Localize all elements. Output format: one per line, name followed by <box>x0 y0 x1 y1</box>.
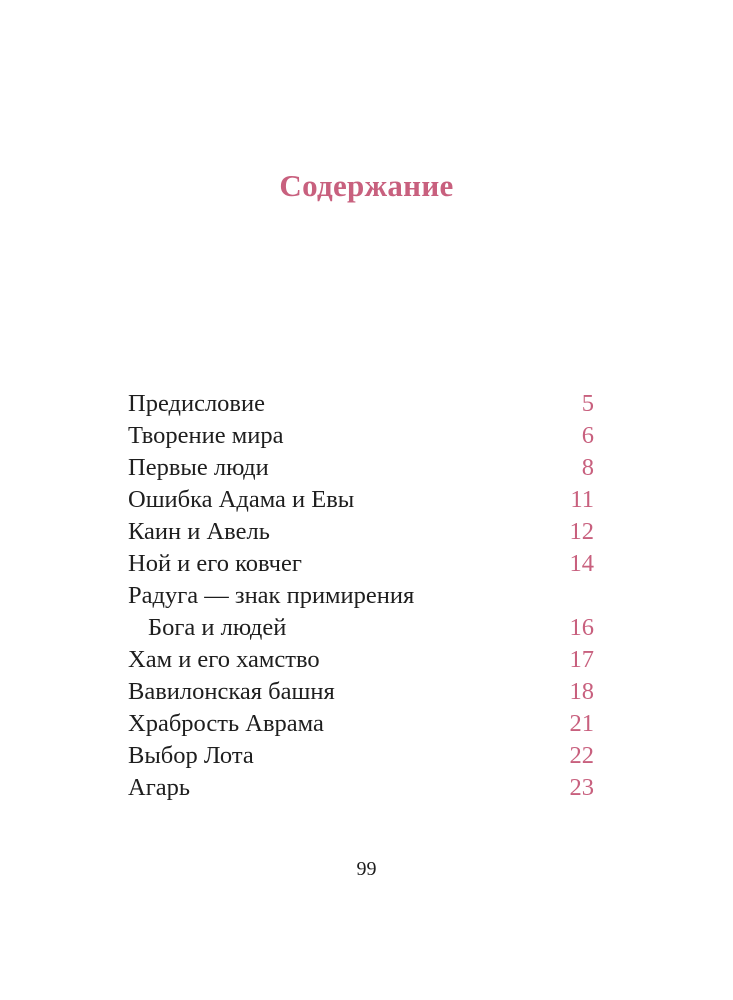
toc-entry-title: Первые люди <box>128 454 269 481</box>
toc-entry-page: 6 <box>581 422 594 449</box>
toc-entry[interactable] <box>128 580 594 612</box>
toc-entry[interactable] <box>128 644 594 676</box>
toc-entry-page: 14 <box>569 550 594 577</box>
toc-entry-page: 12 <box>569 518 594 545</box>
toc-entry-page: 22 <box>569 742 594 769</box>
toc-entry-title: Храбрость Аврама <box>128 710 324 737</box>
page-title: Содержание <box>279 168 454 203</box>
toc-entry-page: 18 <box>569 678 594 705</box>
toc-entry[interactable] <box>128 484 594 516</box>
toc-entry[interactable] <box>128 420 594 452</box>
toc-entry-title: Творение мира <box>128 422 284 449</box>
toc-entry[interactable] <box>128 740 594 772</box>
page-number: 99 <box>356 858 377 880</box>
toc-entry-title: Ошибка Адама и Евы <box>128 486 355 513</box>
toc-entry[interactable] <box>128 388 594 420</box>
toc-entry[interactable] <box>128 708 594 740</box>
toc-entry-title: Агарь <box>128 774 191 801</box>
toc-entry[interactable] <box>128 548 594 580</box>
toc-entry-page: 17 <box>569 646 594 673</box>
toc-entry-page: 16 <box>569 614 594 641</box>
toc-entry-page: 21 <box>569 710 594 737</box>
toc-entry-title: Выбор Лота <box>128 742 254 769</box>
toc-entry-title: Вавилонская башня <box>128 678 335 705</box>
toc-entry-page: 23 <box>569 774 594 801</box>
toc-entry[interactable] <box>128 516 594 548</box>
table-of-contents <box>128 388 594 804</box>
toc-entry-title: Ной и его ковчег <box>128 550 302 577</box>
toc-entry-title: Радуга — знак примирения <box>128 582 415 609</box>
toc-entry-title: Бога и людей <box>148 614 287 641</box>
toc-entry[interactable] <box>128 452 594 484</box>
toc-entry-title: Предисловие <box>128 390 265 417</box>
toc-entry-continuation[interactable] <box>128 612 594 644</box>
toc-entry-page: 8 <box>581 454 594 481</box>
toc-entry-title: Хам и его хамство <box>128 646 320 673</box>
toc-entry-page: 5 <box>581 390 594 417</box>
toc-entry-page: 11 <box>570 486 594 513</box>
toc-entry[interactable] <box>128 772 594 804</box>
toc-entry[interactable] <box>128 676 594 708</box>
toc-entry-title: Каин и Авель <box>128 518 270 545</box>
